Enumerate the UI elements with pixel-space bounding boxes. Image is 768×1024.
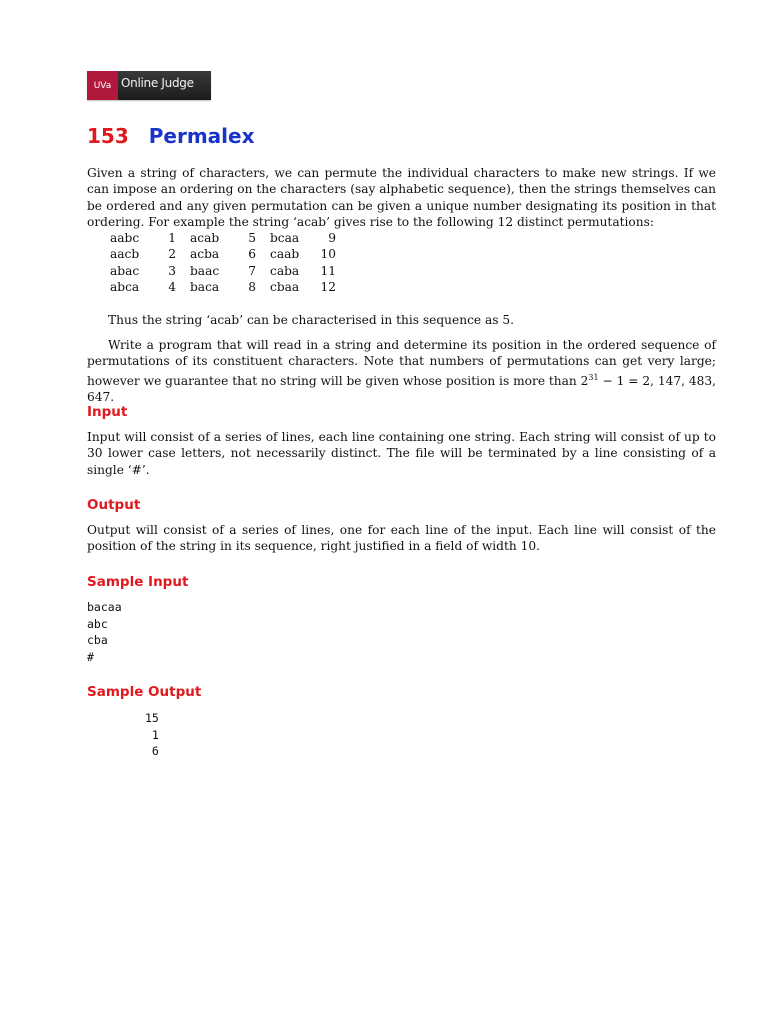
task-text: Write a program that will read in a string and determine its position in the ordered sequence of permutations of its constituent characters. Note that numbers of permutations can get very large; however we guarantee that no string will be given whose position is more than xyxy=(87,338,716,388)
permutation-table xyxy=(110,230,336,296)
permutation-row xyxy=(110,246,336,262)
uva-badge: UVa xyxy=(87,71,118,100)
permutation-rank: 3 xyxy=(168,263,176,278)
problem-number: 153 xyxy=(87,124,129,148)
permutation-rank: 10 xyxy=(320,247,336,262)
input-paragraph: Input will consist of a series of lines, each line containing one string. Each string will consist of up to 30 lower case letters, not necessarily distinct. The file will be terminated by a line consisting of a single ‘#’. xyxy=(87,430,716,477)
permutation-string: caab xyxy=(270,247,300,262)
logo-text: Online Judge xyxy=(118,71,211,100)
sample-input-block: bacaa abc cba # xyxy=(87,600,122,664)
output-heading: Output xyxy=(87,497,141,513)
sample-output-heading: Sample Output xyxy=(87,684,202,700)
permutation-string: cbaa xyxy=(270,280,300,295)
online-judge-logo[interactable] xyxy=(87,71,211,100)
permutation-string: baac xyxy=(190,263,220,278)
max-position-math: $2^{31} - 1 = 2$, 147, 483, 647. xyxy=(87,372,716,405)
permutation-string: aabc xyxy=(110,231,140,245)
permutation-rank: 1 xyxy=(168,231,176,245)
output-paragraph: Output will consist of a series of lines, one for each line of the input. Each line will consist of the position of the string in its sequence, right justified in a field of width 10. xyxy=(87,523,716,554)
permutation-rank: 12 xyxy=(320,280,336,295)
permutation-rank: 2 xyxy=(168,247,176,262)
permutation-string: abac xyxy=(110,263,140,278)
permutation-rank: 7 xyxy=(248,263,256,278)
sample-input-heading: Sample Input xyxy=(87,574,189,590)
problem-title xyxy=(87,124,255,148)
permutation-string: baca xyxy=(190,280,220,295)
thus-paragraph: Thus the string ‘acab’ can be characterised in this sequence as 5. xyxy=(108,313,515,327)
permutation-rank: 5 xyxy=(248,231,256,245)
intro-paragraph: Given a string of characters, we can permute the individual characters to make new strings. If we can impose an ordering on the characters (say alphabetic sequence), then the strings themselves can be ordered and any given permutation can be given a unique number designating its position in that ordering. For example the string ‘acab’ gives rise to the following 12 distinct permutations: xyxy=(87,166,716,230)
permutation-rank: 8 xyxy=(248,280,256,295)
permutation-row xyxy=(110,263,336,279)
task-paragraph xyxy=(87,337,716,406)
sample-output-block: 15 1 6 xyxy=(145,711,159,758)
input-heading: Input xyxy=(87,404,128,420)
permutation-string: acab xyxy=(190,231,220,245)
permutation-string: caba xyxy=(270,263,300,278)
permutation-rank: 11 xyxy=(320,263,336,278)
permutation-string: abca xyxy=(110,280,140,295)
permutation-row xyxy=(110,230,336,246)
permutation-rank: 9 xyxy=(328,231,336,245)
permutation-rank: 4 xyxy=(168,280,176,295)
permutation-string: bcaa xyxy=(270,231,300,245)
permutation-string: aacb xyxy=(110,247,140,262)
permutation-rank: 6 xyxy=(248,247,256,262)
permutation-row xyxy=(110,279,336,295)
permutation-string: acba xyxy=(190,247,220,262)
problem-name: Permalex xyxy=(148,124,255,148)
